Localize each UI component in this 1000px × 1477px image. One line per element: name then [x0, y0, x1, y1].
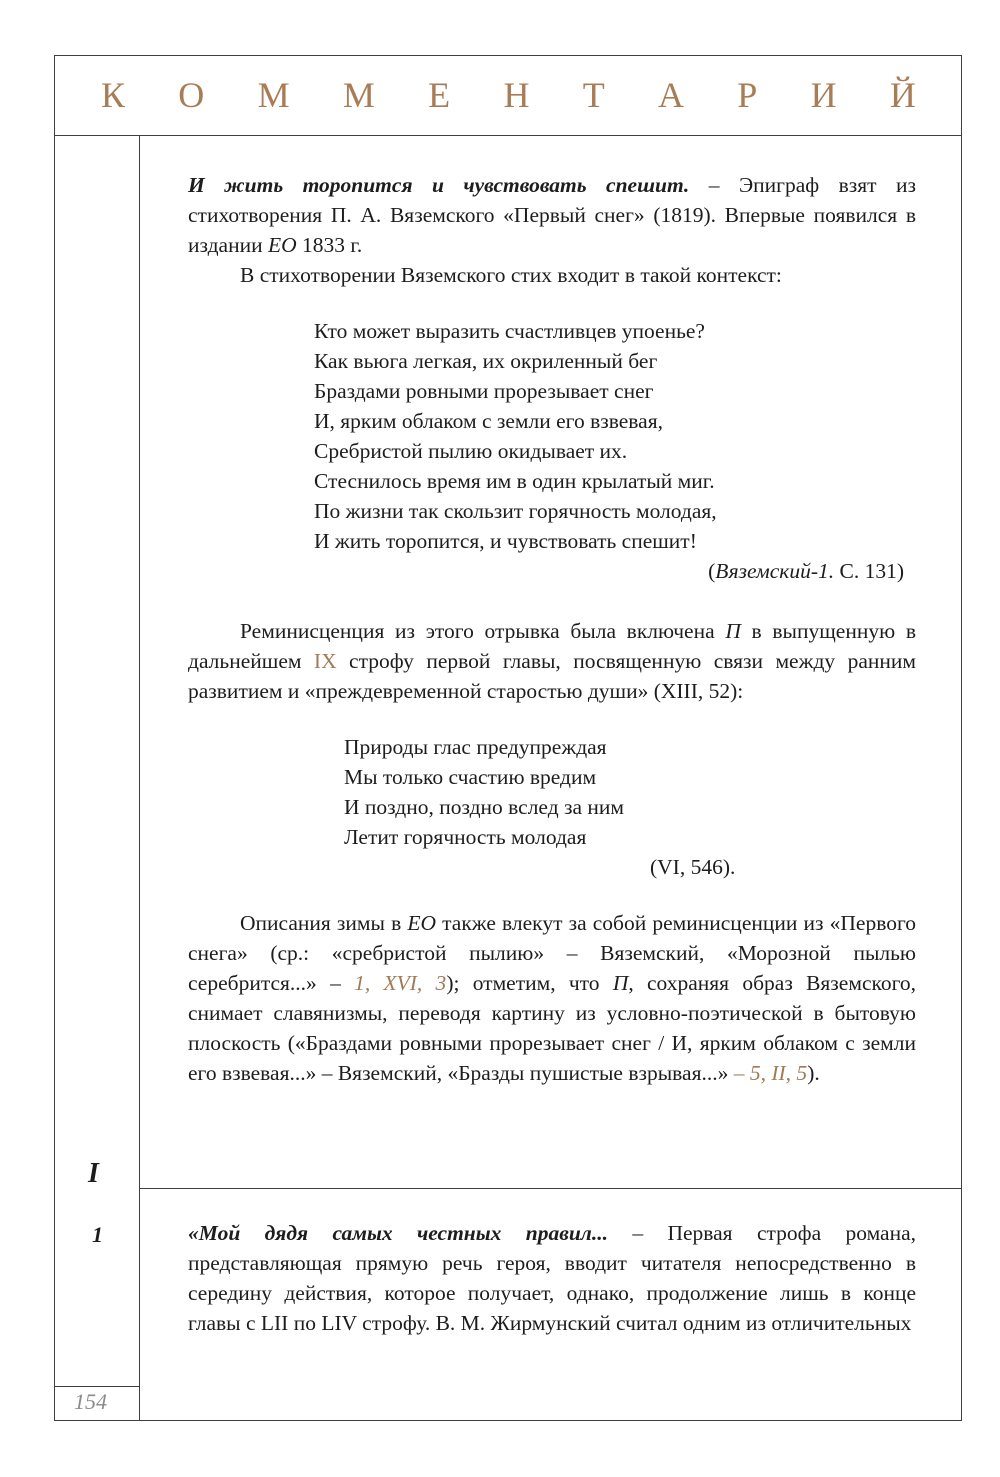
lemma-heading: И жить торопится и чувствовать спешит.: [188, 173, 690, 197]
poem-source: (VI, 546).: [650, 855, 736, 879]
section-divider: [139, 1188, 962, 1189]
paragraph: [188, 908, 916, 1088]
poem-quotation: [314, 316, 916, 556]
text-run: – Первая строфа романа, представляющая прямую речь героя, вводит читателя непосредственно в середину действия, которое получает, однако, продолжение лишь в конце главы с LII по LIV строфу. В. М. Жирмунский считал одним из отличительных: [188, 1221, 917, 1335]
text-run: , сохраняя образ Вяземского, снимает славянизмы, переводя картину из условно-поэтической в бытовую плоскость («Браздами ровными прорезывает снег / И, ярким облаком с земли его взвевая...» – Вяземский, «Бразды пушистые взрывая...»: [188, 971, 916, 1085]
stanza-number: 1: [92, 1222, 103, 1247]
header-letter: Р: [737, 75, 758, 115]
text-run: также влекут за собой реминисценции из «Первого снега» (ср.: «сребристой пылию» – Вяземский, «Морозной пылью серебрится...» –: [188, 911, 916, 995]
paragraph: В стихотворении Вяземского стих входит в такой контекст:: [240, 263, 782, 287]
poem-line: Мы только счастию вредим: [344, 765, 597, 789]
page-number: 154: [74, 1389, 107, 1414]
text-run: ); отметим, что: [446, 971, 613, 995]
header-letter: Й: [889, 75, 916, 115]
header-letter: Н: [503, 75, 530, 115]
poem-line: И, ярким облаком с земли его взвевая,: [314, 409, 663, 433]
header-letter: О: [178, 75, 205, 115]
poem-line: Сребристой пылию окидывает их.: [314, 439, 628, 463]
text-run: Реминисценция из этого отрывка была включена: [240, 619, 726, 643]
text-run: в выпущенную в дальнейшем: [188, 619, 916, 673]
poem-line: И поздно, поздно вслед за ним: [344, 795, 625, 819]
header-letter: М: [257, 75, 290, 115]
header-letter: М: [342, 75, 375, 115]
paragraph: [188, 616, 916, 706]
margin-column-rule: [139, 136, 140, 1421]
cross-reference: – 5, II, 5: [733, 1061, 808, 1085]
commentary-section-stanza-1: [188, 1218, 916, 1338]
abbrev-eo: ЕО: [268, 233, 297, 257]
poem-line: По жизни так скользит горячность молодая,: [314, 499, 717, 523]
abbrev-p: П: [725, 619, 741, 643]
text-run: С. 131): [834, 559, 904, 583]
running-header: [54, 55, 962, 136]
cross-reference: 1, XVI, 3: [354, 971, 447, 995]
paragraph: [188, 170, 916, 260]
lemma-heading: «Мой дядя самых честных правил...: [188, 1221, 608, 1245]
text-run: 1833 г.: [296, 233, 363, 257]
abbrev-p: П: [612, 971, 629, 995]
source-name: Вяземский-1.: [715, 559, 835, 583]
header-letter: К: [101, 75, 126, 115]
text-run: строфу первой главы, посвященную связи между ранним развитием и «преждевременной старостью души» (XIII, 52):: [188, 649, 916, 703]
poem-line: Стеснилось время им в один крылатый миг.: [314, 469, 715, 493]
poem-line: Кто может выразить счастливцев упоенье?: [314, 319, 705, 343]
text-run: ).: [807, 1061, 820, 1085]
poem-quotation: [344, 732, 916, 852]
poem-line: И жить торопится, и чувствовать спешит!: [314, 529, 697, 553]
poem-line: Природы глас предупреждая: [344, 735, 607, 759]
header-letter: И: [810, 75, 837, 115]
roman-numeral: IX: [313, 649, 337, 673]
header-letter: Т: [582, 75, 605, 115]
commentary-section-epigraph: [188, 170, 916, 1088]
poem-line: Браздами ровными прорезывает снег: [314, 379, 654, 403]
text-run: – Эпиграф взят из стихотворения П. А. Вяземского «Первый снег» (1819). Впервые появился в издании: [188, 173, 916, 257]
header-letter: Е: [428, 75, 451, 115]
paragraph: [188, 1218, 916, 1338]
poem-source: [188, 556, 916, 586]
abbrev-eo: ЕО: [407, 911, 437, 935]
page-number-rule: [54, 1386, 139, 1387]
text-run: Описания зимы в: [240, 911, 408, 935]
chapter-number: I: [88, 1158, 99, 1189]
header-letter: А: [658, 75, 685, 115]
poem-line: Летит горячность молодая: [344, 825, 587, 849]
poem-line: Как вьюга легкая, их окриленный бег: [314, 349, 658, 373]
text-run: (: [708, 559, 716, 583]
